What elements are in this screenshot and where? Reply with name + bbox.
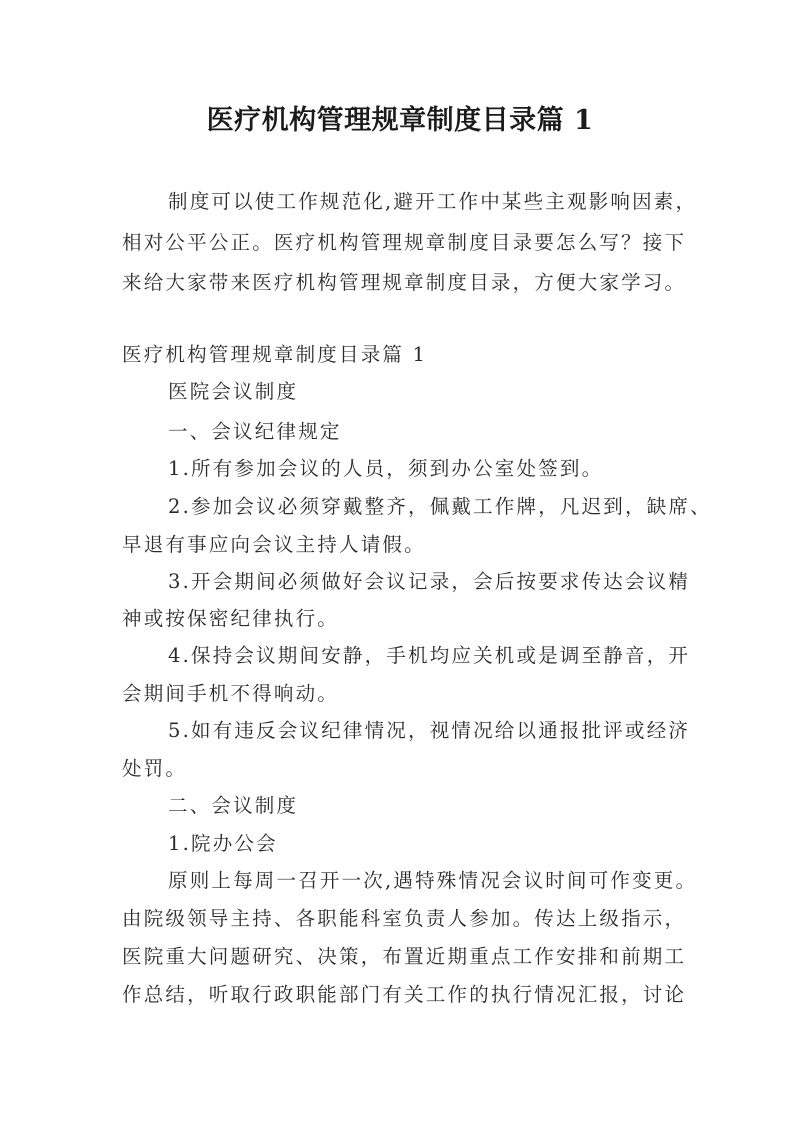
- body-line: 原则上每周一召开一次,遇特殊情况会议时间可作变更。: [168, 869, 698, 892]
- body-line: 1.所有参加会议的人员，须到办公室处签到。: [168, 457, 604, 480]
- body-line: 二、会议制度: [168, 794, 299, 817]
- body-line: 由院级领导主持、各职能科室负责人参加。传达上级指示，: [122, 907, 687, 930]
- body-line: 会期间手机不得响动。: [122, 682, 340, 705]
- body-line: 2.参加会议必须穿戴整齐，佩戴工作牌，凡迟到，缺席、: [168, 495, 712, 518]
- body-line: 处罚。: [122, 757, 188, 780]
- document-title: 医疗机构管理规章制度目录篇 1: [206, 105, 594, 136]
- body-line: 5.如有违反会议纪律情况，视情况给以通报批评或经济: [168, 719, 691, 742]
- body-line: 神或按保密纪律执行。: [122, 607, 340, 630]
- body-line: 一、会议纪律规定: [168, 420, 342, 443]
- body-line: 早退有事应向会议主持人请假。: [122, 533, 426, 556]
- intro-line: 来给大家带来医疗机构管理规章制度目录，方便大家学习。: [122, 271, 687, 294]
- body-line: 作总结，听取行政职能部门有关工作的执行情况汇报，讨论: [122, 983, 687, 1006]
- body-line: 1.院办公会: [168, 832, 278, 855]
- intro-line: 制度可以使工作规范化,避开工作中某些主观影响因素，: [168, 190, 698, 213]
- body-line: 3.开会期间必须做好会议记录，会后按要求传达会议精: [168, 570, 691, 593]
- body-line: 医院重大问题研究、决策，布置近期重点工作安排和前期工: [122, 945, 687, 968]
- intro-line: 相对公平公正。医疗机构管理规章制度目录要怎么写？接下: [122, 231, 687, 254]
- section-title: 医疗机构管理规章制度目录篇 1: [122, 343, 428, 366]
- body-line: 4.保持会议期间安静，手机均应关机或是调至静音，开: [168, 644, 691, 667]
- body-line: 医院会议制度: [168, 380, 299, 403]
